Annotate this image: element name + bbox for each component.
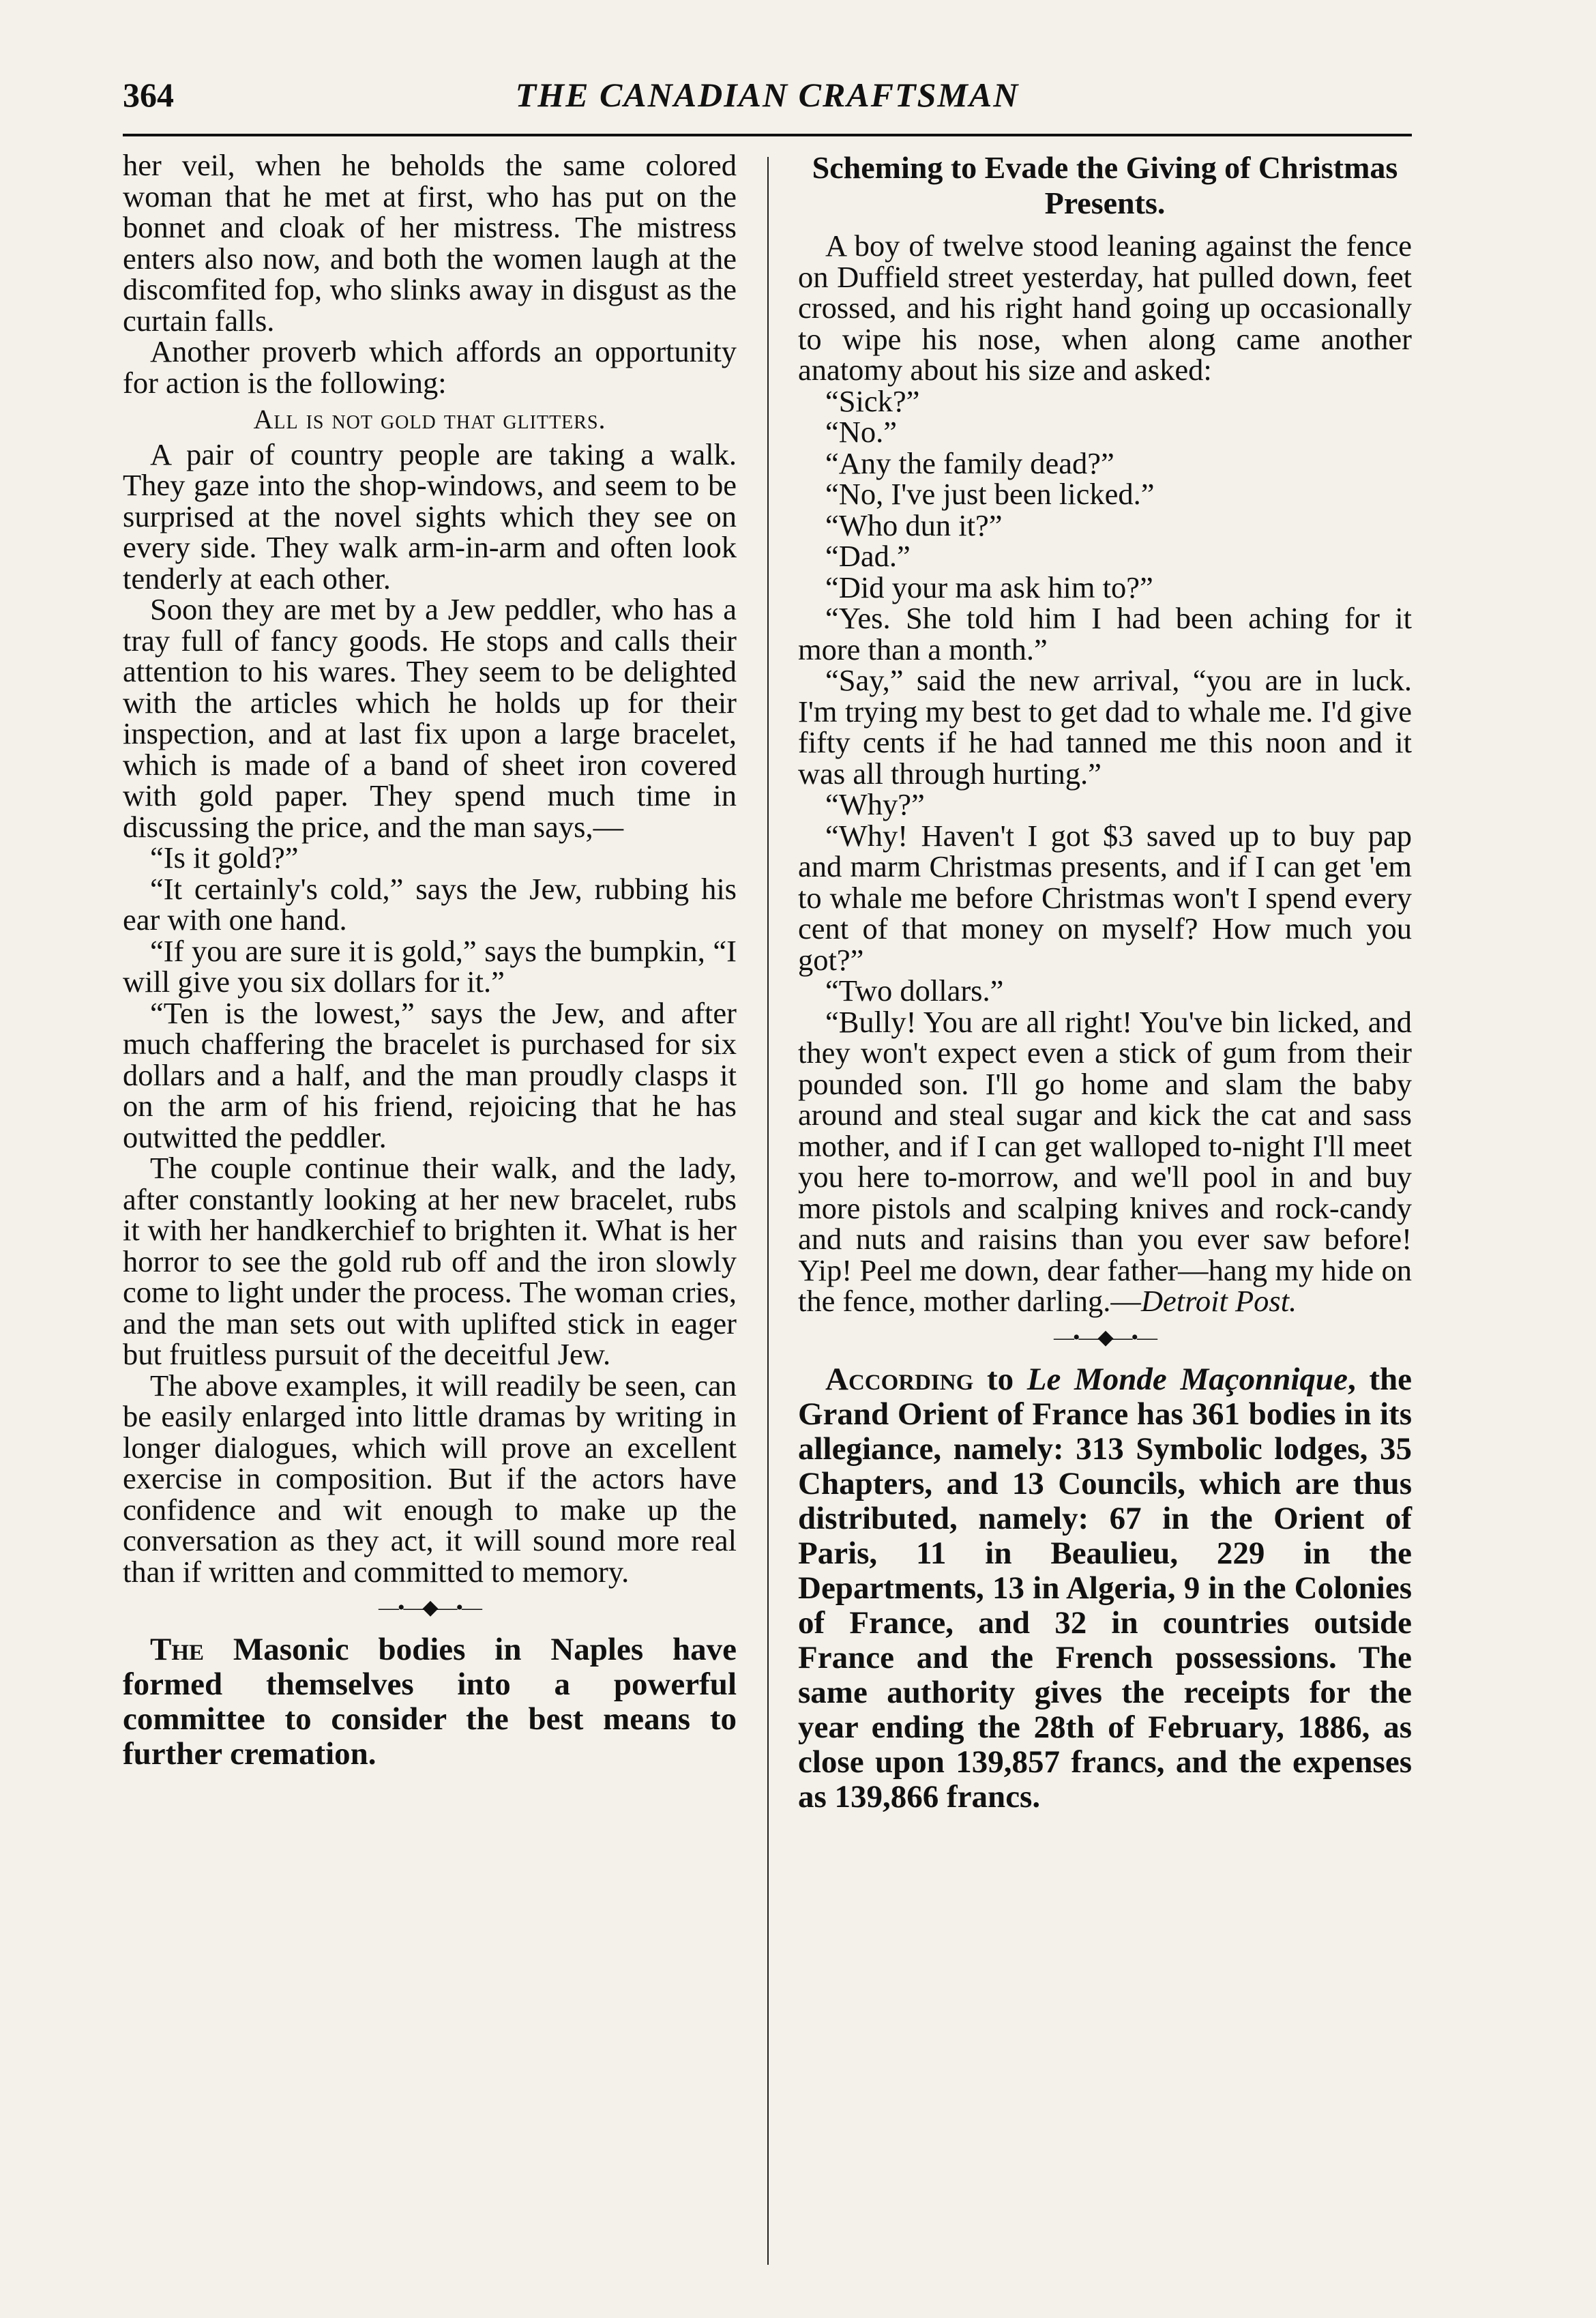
dialogue-line: “No, I've just been licked.” bbox=[825, 477, 1155, 511]
ornament-divider: —•—◆—•— bbox=[378, 1596, 482, 1619]
article-title: Scheming to Evade the Giving of Christmas Presents. bbox=[812, 150, 1398, 220]
dialogue-line: “Sick?” bbox=[825, 383, 920, 418]
paragraph-text: “Bully! You are all right! You've bin licked, and they won't expect even a stick of gum from their pounded son. I'll go home and slam the baby around and steal sugar and kick the cat and sass mother, and if I can get walloped to-night I'll meet you here to-morrow, and we'll pool in and buy more pistols and scalping knives and rock-candy and nuts and raisins than you ever saw before! Yip! Peel me down, dear father—hang my hide on the fence, mother darling.— bbox=[798, 1004, 1412, 1318]
paragraph: “Ten is the lowest,” says the Jew, and after much chaffering the bracelet is purchased for six dollars and a half, and the man proudly clasps it on the arm of his friend, rejoicing that he has outwitted the peddler. bbox=[123, 995, 737, 1154]
paragraph bbox=[798, 1004, 1412, 1318]
dialogue-line: “Who dun it?” bbox=[825, 508, 1003, 542]
paragraph: “If you are sure it is gold,” says the bumpkin, “I will give you six dollars for it.” bbox=[123, 933, 737, 999]
dialogue-line: “Why?” bbox=[825, 787, 925, 821]
paragraph: “It certainly's cold,” says the Jew, rubbing his ear with one hand. bbox=[123, 871, 737, 937]
paragraph: The couple continue their walk, and the lady, after constantly looking at her new bracelet, rubs it with her handkerchief to brighten it. What is her horror to see the gold rub off and the iron slowly come to light under the process. The woman cries, and the man sets out with uplifted stick in eager but fruitless pursuit of the deceitful Jew. bbox=[123, 1151, 737, 1371]
journal-title: THE CANADIAN CRAFTSMAN bbox=[515, 76, 1020, 114]
source-title: Le Monde Maçonnique bbox=[1026, 1361, 1348, 1397]
running-head bbox=[123, 68, 1412, 123]
paragraph-text: to bbox=[973, 1361, 1027, 1397]
dialogue-line: “Any the family dead?” bbox=[825, 445, 1114, 480]
page-number: 364 bbox=[123, 76, 174, 114]
paragraph: “Say,” said the new arrival, “you are in luck. I'm trying my best to get dad to whale me. I'd give fifty cents if he had tanned me this noon and it was all through hurting.” bbox=[798, 663, 1412, 791]
paragraph: “Why! Haven't I got $3 saved up to buy pap and marm Christmas presents, and if I can get 'em to whale me before Christmas won't I spend every cent of that money on myself? How much you got?” bbox=[798, 818, 1412, 977]
right-column bbox=[798, 150, 1412, 1815]
dialogue-line: “Did your ma ask him to?” bbox=[825, 570, 1153, 604]
ornament-divider: —•—◆—•— bbox=[1053, 1325, 1157, 1349]
lead-word: According bbox=[825, 1361, 974, 1397]
dialogue-line: “Is it gold?” bbox=[150, 840, 299, 875]
header-rule bbox=[123, 134, 1412, 136]
dialogue-line: “Yes. She told him I had been aching for it more than a month.” bbox=[798, 601, 1412, 666]
dialogue-line: “Dad.” bbox=[825, 539, 911, 573]
section-subheading: All is not gold that glitters. bbox=[253, 404, 606, 435]
dialogue-line: “Two dollars.” bbox=[825, 973, 1004, 1008]
dialogue-line: “No.” bbox=[825, 415, 898, 449]
column-separator bbox=[767, 157, 769, 2265]
paragraph-text: Masonic bodies in Naples have formed themselves into a powerful committee to consider the best means to further cremation. bbox=[123, 1632, 737, 1772]
masonic-naples-paragraph bbox=[123, 1632, 737, 1772]
paragraph: The above examples, it will readily be seen, can be easily enlarged into little dramas by writing in longer dialogues, which will prove an excellent exercise in composition. But if the actors have confidence and wit enough to make up the conversation as they act, it will sound more real than if written and committed to memory. bbox=[123, 1368, 737, 1589]
paragraph: her veil, when he beholds the same colored woman that he met at first, who has put on the bonnet and cloak of her mistress. The mistress enters also now, and both the women laugh at the discomfited fop, who slinks away in disgust as the curtain falls. bbox=[123, 148, 737, 338]
newspaper-page bbox=[123, 68, 1412, 2251]
source-credit: Detroit Post. bbox=[1140, 1284, 1297, 1318]
paragraph-text: , the Grand Orient of France has 361 bodies in its allegiance, namely: 313 Symbolic lodges, 35 Chapters, and 13 Councils, which are thus distributed, namely: 67 in the Orient of Paris, 11 in Beaulieu, 229 in the Departments, 13 in Algeria, 9 in the Colonies of France, and 32 in countries outside France and the French possessions. The same authority gives the receipts for the year ending the 28th of February, 1886, as close upon 139,857 francs, and the expenses as 139,866 francs. bbox=[798, 1361, 1412, 1815]
paragraph: Soon they are met by a Jew peddler, who has a tray full of fancy goods. He stops and calls their attention to his wares. They seem to be delighted with the articles which he holds up for their inspection, and at last fix upon a large bracelet, which is made of a band of sheet iron covered with gold paper. They spend much time in discussing the price, and the man says,— bbox=[123, 592, 737, 844]
left-column bbox=[123, 150, 737, 1772]
paragraph: Another proverb which affords an opportunity for action is the following: bbox=[123, 334, 737, 400]
paragraph: A pair of country people are taking a walk. They gaze into the shop-windows, and seem to be surprised at the novel sights which they see on every side. They walk arm-in-arm and often look tenderly at each other. bbox=[123, 437, 737, 596]
lead-word: The bbox=[150, 1632, 205, 1667]
paragraph: A boy of twelve stood leaning against the fence on Duffield street yesterday, hat pulled down, feet crossed, and his right hand going up occasionally to wipe his nose, when along came another anatomy about his size and asked: bbox=[798, 229, 1412, 387]
grand-orient-paragraph bbox=[798, 1362, 1412, 1815]
